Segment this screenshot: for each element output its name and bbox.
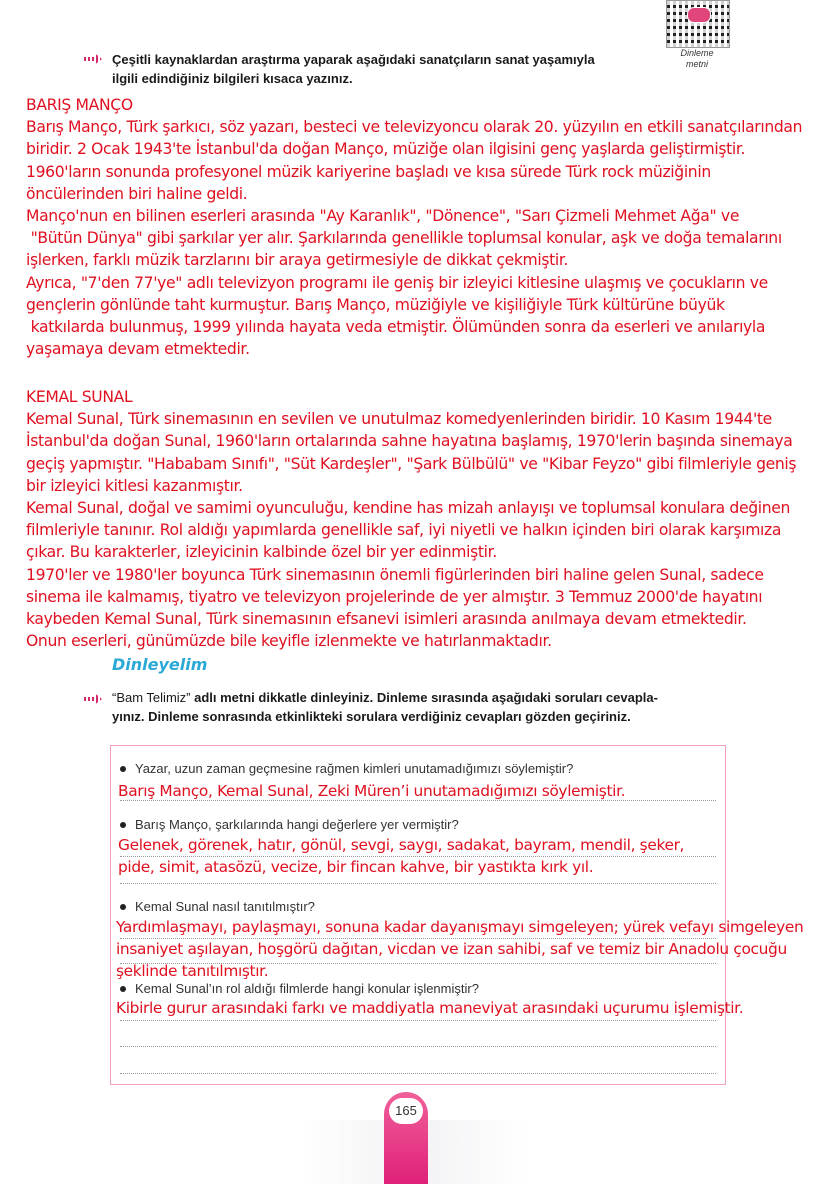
text-line: çıkar. Bu karakterler, izleyicinin kalbinde özel bir yer edinmiştir. bbox=[26, 543, 497, 562]
task1-instruction bbox=[112, 50, 595, 88]
question-text: Kemal Sunal’ın rol aldığı filmlerde hangi konular işlenmiştir? bbox=[135, 981, 479, 996]
question-4 bbox=[120, 980, 479, 998]
section-title-dinleyelim: Dinleyelim bbox=[112, 655, 208, 674]
instruction-title: “Bam Telimiz” bbox=[112, 690, 191, 705]
answer-4[interactable]: Kibirle gurur arasındaki farkı ve maddiyatla maneviyat arasındaki uçurumu işlemiştir. bbox=[116, 999, 744, 1017]
text-line: Barış Manço, Türk şarkıcı, söz yazarı, besteci ve televizyoncu olarak 20. yüzyılın en etkili sanatçılarından bbox=[26, 118, 803, 137]
question-text: Yazar, uzun zaman geçmesine rağmen kimleri unutamadığımızı söylemiştir? bbox=[135, 761, 574, 776]
answer-line bbox=[120, 800, 716, 801]
arrow-icon bbox=[84, 54, 102, 64]
bullet-icon bbox=[120, 766, 126, 772]
baris-manco-text bbox=[26, 94, 826, 360]
qr-badge-icon bbox=[687, 7, 711, 23]
answer-3-line-1[interactable]: Yardımlaşmayı, paylaşmayı, sonuna kadar dayanışmayı simgeleyen; yürek vefayı simgeleyen bbox=[116, 918, 804, 936]
bullet-icon bbox=[120, 822, 126, 828]
text-line: Kemal Sunal, Türk sinemasının en sevilen ve unutulmaz komedyenlerinden biridir. 10 Kasım 1944'te bbox=[26, 410, 772, 429]
question-3 bbox=[120, 898, 315, 916]
page-number: 165 bbox=[389, 1098, 423, 1124]
task1-line1: Çeşitli kaynaklardan araştırma yaparak aşağıdaki sanatçıların sanat yaşamıyla bbox=[112, 52, 595, 67]
text-line: Ayrıca, "7'den 77'ye" adlı televizyon programı ile geniş bir izleyici kitlesine ulaşmış ve çocukların ve bbox=[26, 273, 768, 292]
text-line: geçiş yapmıştır. "Hababam Sınıfı", "Süt Kardeşler", "Şark Bülbülü" ve "Kibar Feyzo" gibi filmleriyle geniş bbox=[26, 454, 797, 473]
text-line: sinema ile kalmamış, tiyatro ve televizyon projelerinde de yer almıştır. 3 Temmuz 2000'de hayatını bbox=[26, 587, 763, 606]
text-line: KEMAL SUNAL bbox=[26, 388, 133, 406]
question-text: Barış Manço, şarkılarında hangi değerlere yer vermiştir? bbox=[135, 817, 459, 832]
instruction-text: adlı metni dikkatle dinleyiniz. Dinleme sırasında aşağıdaki soruları cevapla- bbox=[190, 690, 658, 705]
answer-1[interactable]: Barış Manço, Kemal Sunal, Zeki Müren’i unutamadığımızı söylemiştir. bbox=[118, 782, 626, 800]
answer-line bbox=[120, 1073, 716, 1074]
arrow-icon bbox=[84, 694, 102, 704]
question-text: Kemal Sunal nasıl tanıtılmıştır? bbox=[135, 899, 315, 914]
answer-3-line-3[interactable]: şeklinde tanıtılmıştır. bbox=[116, 962, 269, 980]
text-line: 1960'ların sonunda profesyonel müzik kariyerine başladı ve kısa sürede Türk rock müziğinin bbox=[26, 162, 711, 181]
text-line: bir izleyici kitlesi kazanmıştır. bbox=[26, 476, 243, 495]
text-line: biridir. 2 Ocak 1943'te İstanbul'da doğan Manço, müziğe olan ilgisini genç yaşlarda geliştirmiştir. bbox=[26, 140, 746, 159]
answer-line bbox=[120, 1020, 716, 1021]
text-line: BARIŞ MANÇO bbox=[26, 96, 133, 114]
bullet-icon bbox=[120, 986, 126, 992]
instruction-line2: yınız. Dinleme sonrasında etkinlikteki sorulara verdiğiniz cevapları gözden geçiriniz. bbox=[112, 709, 631, 724]
text-line: Onun eserleri, günümüzde bile keyifle izlenmekte ve hatırlanmaktadır. bbox=[26, 632, 552, 651]
kemal-sunal-text bbox=[26, 386, 826, 652]
qr-caption-line2: metni bbox=[685, 59, 708, 69]
qr-caption bbox=[668, 48, 726, 70]
text-line: Manço'nun en bilinen eserleri arasında "Ay Karanlık", "Dönence", "Sarı Çizmeli Mehmet Ağa" ve bbox=[26, 207, 740, 226]
listening-instruction bbox=[112, 688, 658, 726]
text-line: 1970'ler ve 1980'ler boyunca Türk sinemasının önemli figürlerinden biri haline gelen Sunal, sadece bbox=[26, 565, 764, 584]
text-line: kaybeden Kemal Sunal, Türk sinemasının efsanevi isimleri arasında anılmaya devam etmektedir. bbox=[26, 610, 747, 629]
text-line: Kemal Sunal, doğal ve samimi oyunculuğu, kendine has mizah anlayışı ve toplumsal konulara değinen bbox=[26, 499, 791, 518]
question-1 bbox=[120, 760, 573, 778]
task1-line2: ilgili edindiğiniz bilgileri kısaca yazınız. bbox=[112, 71, 353, 86]
text-line: gençlerin gönlünde taht kurmuştur. Barış Manço, müziğiyle ve kişiliğiyle Türk kültürüne büyük bbox=[26, 295, 725, 314]
question-2 bbox=[120, 816, 459, 834]
answer-line bbox=[120, 883, 716, 884]
bullet-icon bbox=[120, 904, 126, 910]
answer-line bbox=[120, 1046, 716, 1047]
answer-2-line-1[interactable]: Gelenek, görenek, hatır, gönül, sevgi, saygı, sadakat, bayram, mendil, şeker, bbox=[118, 836, 685, 854]
text-line: işlerken, farklı müzik tarzlarını bir araya getirmesiyle de dikkat çekmiştir. bbox=[26, 251, 569, 270]
qr-code[interactable] bbox=[666, 0, 730, 48]
text-line: katkılarda bulunmuş, 1999 yılında hayata veda etmiştir. Ölümünden sonra da eserleri ve anılarıyla bbox=[26, 318, 766, 337]
text-line: "Bütün Dünya" gibi şarkılar yer alır. Şarkılarında genellikle toplumsal konular, aşk ve doğa temalarını bbox=[26, 229, 782, 248]
text-line: öncülerinden biri haline geldi. bbox=[26, 184, 248, 203]
text-line: İstanbul'da doğan Sunal, 1960'ların ortalarında sahne hayatına başlamış, 1970'lerin başında sinemaya bbox=[26, 432, 793, 451]
qr-caption-line1: Dinleme bbox=[680, 48, 714, 58]
text-line: yaşamaya devam etmektedir. bbox=[26, 340, 250, 359]
answer-3-line-2[interactable]: insaniyet aşılayan, hoşgörü dağıtan, vicdan ve izan sahibi, saf ve temiz bir Anadolu çocuğu bbox=[116, 940, 787, 958]
text-line: filmleriyle tanınır. Rol aldığı yapımlarda genellikle saf, iyi niyetli ve halkın içinden biri olarak karşımıza bbox=[26, 521, 782, 540]
answer-2-line-2[interactable]: pide, simit, atasözü, vecize, bir fincan kahve, bir yastıkta kırk yıl. bbox=[118, 858, 594, 876]
